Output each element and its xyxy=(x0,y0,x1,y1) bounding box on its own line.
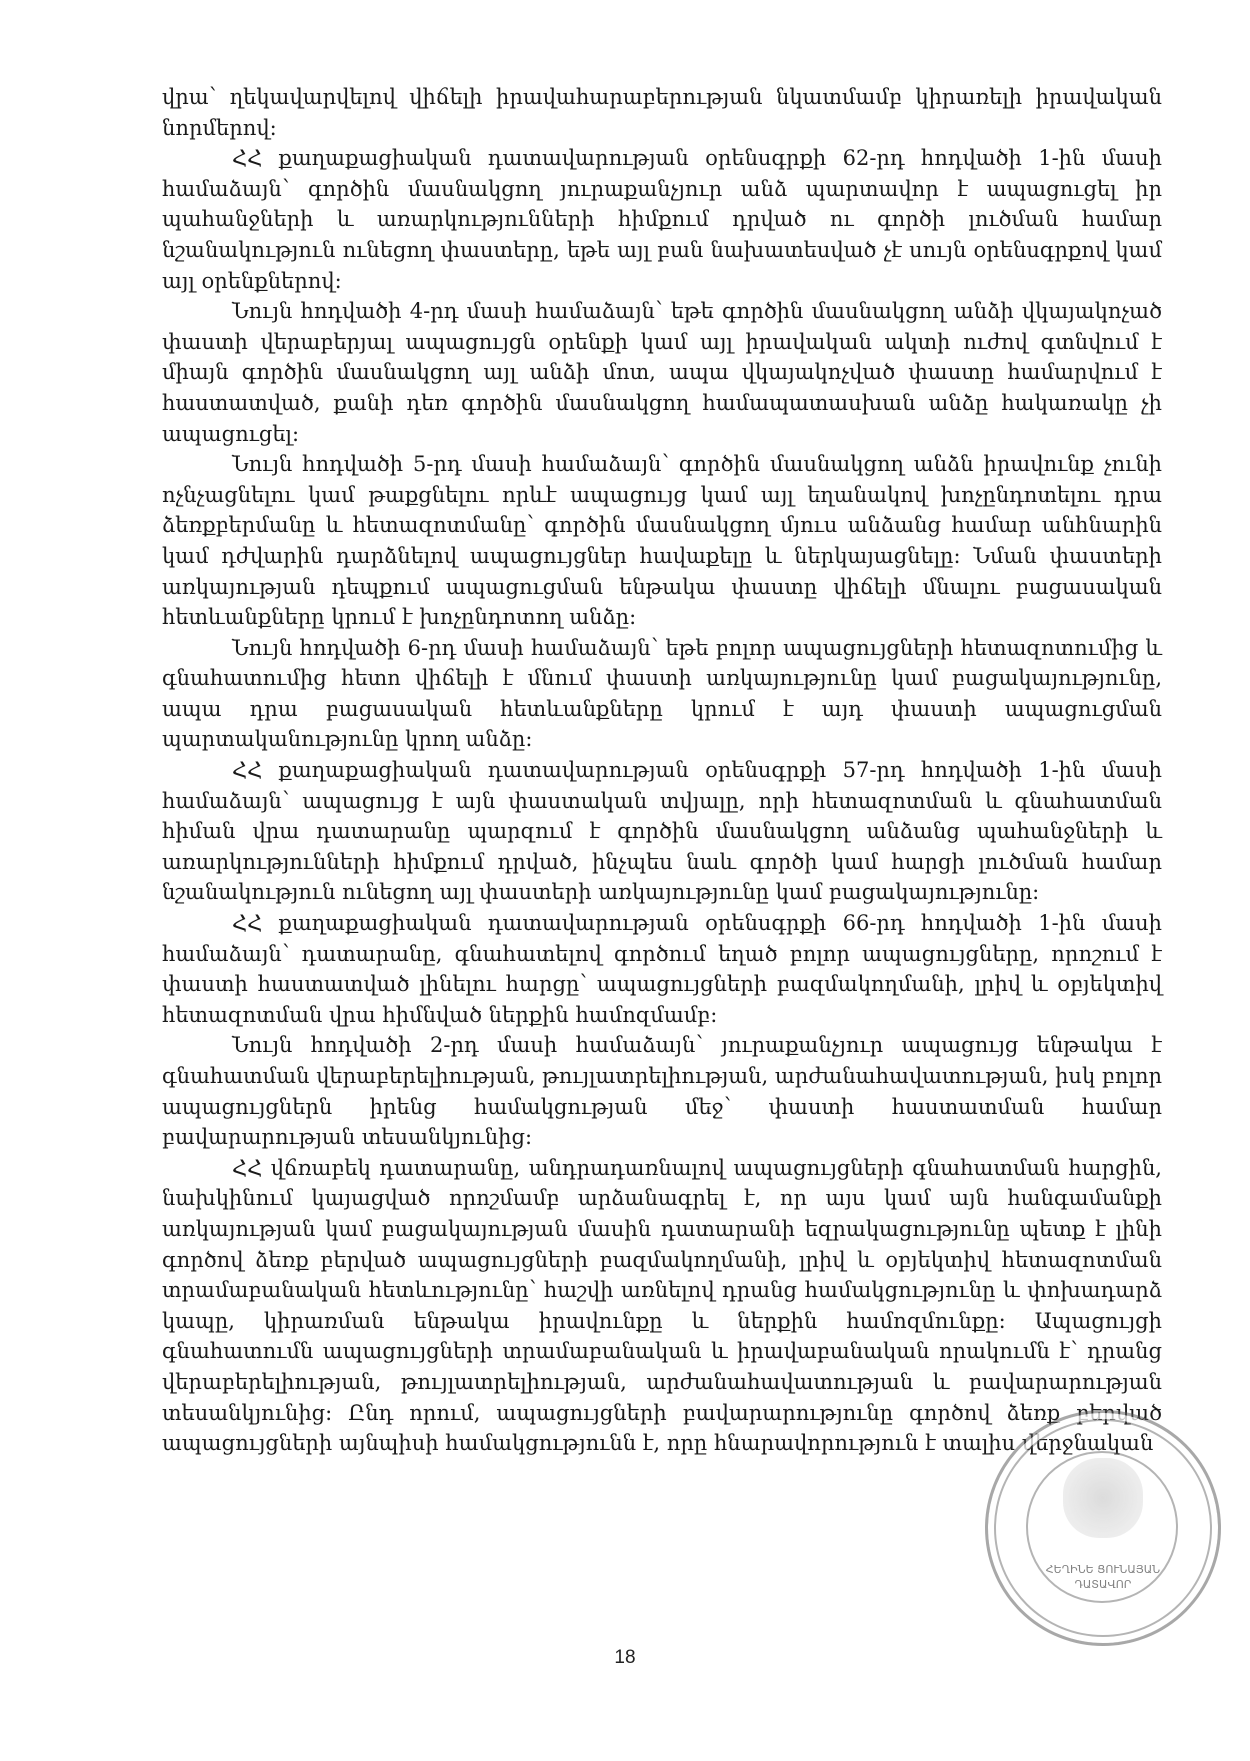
paragraph: վրա՝ ղեկավարվելով վիճելի իրավահարաբերության նկատմամբ կիրառելի իրավական նորմերով: xyxy=(162,85,1162,140)
coat-of-arms-icon xyxy=(1063,1458,1143,1538)
paragraph: Նույն հոդվածի 6-րդ մասի համաձայն՝ եթե բոլոր ապացույցների հետազոտումից և գնահատումից հետո վիճելի է մնում փաստի առկայությունը կամ բացակայությունը, ապա դրա բացասական հետևանքները կրում է այդ փաստի ապացուցման պարտականությունը կրող անձը: xyxy=(162,635,1162,752)
paragraph: ՀՀ քաղաքացիական դատավարության օրենսգրքի 66-րդ հոդվածի 1-ին մասի համաձայն՝ դատարանը, գնահատելով գործում եղած բոլոր ապացույցները, որոշում է փաստի հաստատված լինելու հարցը՝ ապացույցների բազմակողմանի, լրիվ և օբյեկտիվ հետազոտման վրա հիմնված ներքին համոզմամբ: xyxy=(162,911,1162,1027)
document-body xyxy=(162,82,1162,1459)
paragraph: ՀՀ վճռաբեկ դատարանը, անդրադառնալով ապացույցների գնահատման հարցին, նախկինում կայացված որոշմամբ արձանագրել է, որ այս կամ այն հանգամանքի առկայության կամ բացակայության մասին դատարանի եզրակացությունը պետք է լինի գործով ձեռք բերված ապացույցների բազմակողմանի, լրիվ և օբյեկտիվ հետազոտման տրամաբանական հետևությունը՝ հաշվի առնելով դրանց համակցությունը և փոխադարձ կապը, կիրառման ենթակա իրավունքը և ներքին համոզմունքը: Ապացույցի գնահատումն ապացույցների տրամաբանական և իրավաբանական որակումն է՝ դրանց վերաբերելիության, թույլատրելիության, արժանահավատության և բավարարության տեսանկյունից: Ընդ որում, ապացույցների բավարարությունը գործով ձեռք բերված ապացույցների այնպիսի համակցությունն է, որը հնարավորություն է տալիս վերջնական xyxy=(162,1155,1162,1456)
paragraph: ՀՀ քաղաքացիական դատավարության օրենսգրքի 62-րդ հոդվածի 1-ին մասի համաձայն՝ գործին մասնակցող յուրաքանչյուր անձ պարտավոր է ապացուցել իր պահանջների և առարկությունների հիմքում դրված ու գործի լուծման համար նշանակություն ունեցող փաստերը, եթե այլ բան նախատեսված չէ սույն օրենսգրքով կամ այլ օրենքներով: xyxy=(162,146,1162,293)
paragraph: Նույն հոդվածի 4-րդ մասի համաձայն՝ եթե գործին մասնակցող անձի վկայակոչած փաստի վերաբերյալ ապացույցն օրենքի կամ այլ իրավական ակտի ուժով գտնվում է միայն գործին մասնակցող այլ անձի մոտ, ապա վկայակոչված փաստը համարվում է հաստատված, քանի դեռ գործին մասնակցող համապատասխան անձը հակառակը չի ապացուցել: xyxy=(162,299,1162,446)
page-number: 18 xyxy=(614,1647,636,1668)
paragraph: Նույն հոդվածի 5-րդ մասի համաձայն՝ գործին մասնակցող անձն իրավունք չունի ոչնչացնելու կամ թաքցնելու որևէ ապացույց կամ այլ եղանակով խոչընդոտելու դրա ձեռքբերմանը և հետազոտմանը՝ գործին մասնակցող մյուս անձանց համար անհնարին կամ դժվարին դարձնելով ապացույցներ հավաքելը և ներկայացնելը: Նման փաստերի առկայության դեպքում ապացուցման ենթակա փաստը վիճելի մնալու բացասական հետևանքները կրում է խոչընդոտող անձը: xyxy=(162,452,1162,630)
stamp-title: ԴԱՏԱՎՈՐ xyxy=(1074,1578,1132,1591)
paragraph: Նույն հոդվածի 2-րդ մասի համաձայն՝ յուրաքանչյուր ապացույց ենթակա է գնահատման վերաբերելիության, թույլատրելիության, արժանահավատության, իսկ բոլոր ապացույցներն իրենց համակցության մեջ՝ փաստի հաստատման համար բավարարության տեսանկյունից: xyxy=(162,1033,1162,1150)
court-seal-stamp xyxy=(985,1410,1221,1646)
stamp-name: ՀԵՂԻՆԵ ՑՈՒՆԱՅԱՆ xyxy=(1045,1563,1161,1576)
paragraph: ՀՀ քաղաքացիական դատավարության օրենսգրքի 57-րդ հոդվածի 1-ին մասի համաձայն՝ ապացույց է այն փաստական տվյալը, որի հետազոտման և գնահատման հիման վրա դատարանը պարզում է գործին մասնակցող անձանց պահանջների և առարկությունների հիմքում դրված, ինչպես նաև գործի կամ հարցի լուծման համար նշանակություն ունեցող այլ փաստերի առկայությունը կամ բացակայությունը: xyxy=(162,758,1162,905)
